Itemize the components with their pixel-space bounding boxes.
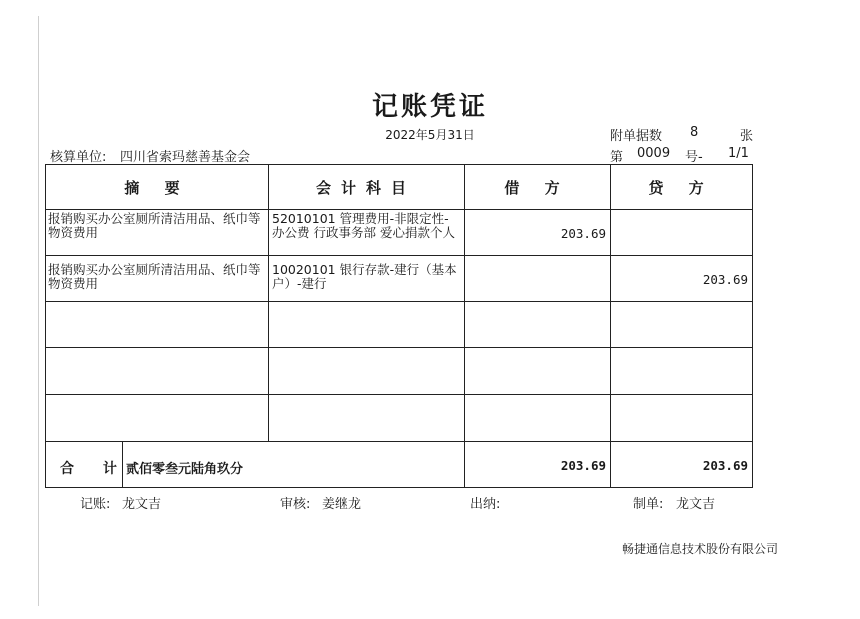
row2-credit: 203.69 [702,272,748,287]
row-divider-6 [46,441,752,442]
maker-label: 制单: [633,497,664,512]
unit-name: 四川省索玛慈善基金会 [120,150,251,165]
row-divider-2 [46,255,752,256]
row-divider-1 [46,209,752,210]
attachments-label: 附单据数 [610,129,663,144]
voucher-title: 记账凭证 [371,92,488,122]
total-label: 合 计 [60,461,129,477]
voucher-page: 1/1 [728,146,749,161]
total-debit: 203.69 [560,458,606,473]
voucher-number-suffix: 号- [685,150,703,165]
row-divider-5 [46,394,752,395]
voucher-number: 0009 [637,146,671,161]
voucher-date: 2022年5月31日 [385,128,475,142]
header-summary: 摘 要 [124,178,190,197]
attachments-count: 8 [690,125,699,140]
bookkeeper-label: 记账: [80,497,111,512]
row2-summary: 报销购买办公室厕所清洁用品、纸巾等物资费用 [48,262,261,291]
header-account: 会计科目 [315,178,416,197]
row-divider-4 [46,347,752,348]
maker-name: 龙文吉 [676,497,716,512]
col-divider-account [464,165,465,487]
unit-label: 核算单位: [50,150,107,165]
col-divider-debit [610,165,611,487]
row1-account: 52010101 管理费用-非限定性-办公费 行政事务部 爱心捐款个人 [272,211,455,240]
reviewer-label: 审核: [280,497,311,512]
row-divider-3 [46,301,752,302]
total-credit: 203.69 [702,458,748,473]
row1-debit: 203.69 [560,226,606,241]
reviewer-name: 姜继龙 [322,497,362,512]
total-amount-words: 贰佰零叁元陆角玖分 [126,462,244,477]
bookkeeper-name: 龙文吉 [122,497,162,512]
software-vendor: 畅捷通信息技术股份有限公司 [622,542,779,556]
voucher-number-prefix: 第 [610,150,624,165]
cashier-label: 出纳: [470,497,501,512]
row1-summary: 报销购买办公室厕所清洁用品、纸巾等物资费用 [48,211,261,240]
header-debit: 借 方 [504,178,570,197]
voucher-table [45,164,753,488]
header-credit: 贷 方 [648,178,714,197]
row2-account: 10020101 银行存款-建行（基本户）-建行 [272,262,457,291]
attachments-unit: 张 [740,129,754,144]
